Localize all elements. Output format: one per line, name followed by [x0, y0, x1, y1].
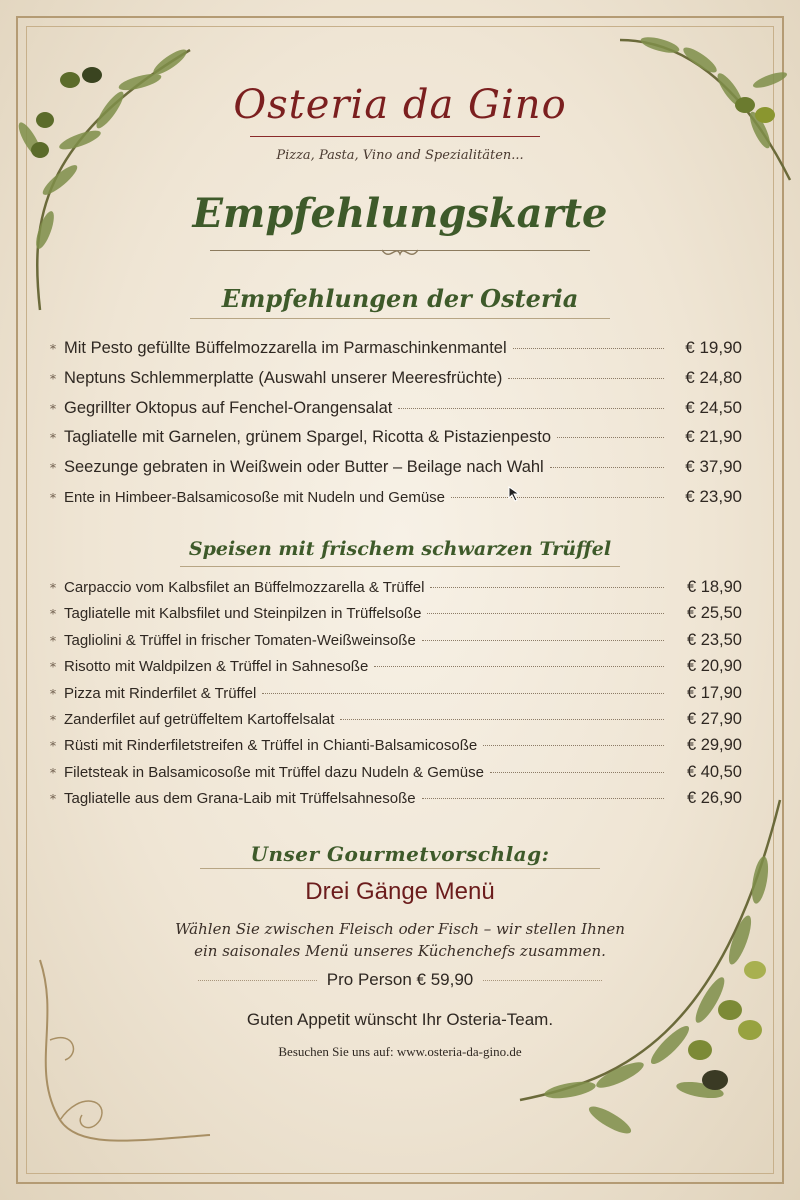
bullet: *	[50, 660, 56, 675]
brand-underline	[250, 136, 540, 137]
dish-name: Rüsti mit Rinderfiletstreifen & Trüffel in Chianti-Balsamicosoße	[64, 737, 478, 755]
dish-name: Gegrillter Oktopus auf Fenchel-Orangensalat	[64, 398, 393, 417]
page-title: Empfehlungskarte	[192, 190, 608, 237]
dish-name: Risotto mit Waldpilzen & Trüffel in Sahnesoße	[64, 658, 369, 676]
section-divider	[180, 566, 620, 567]
leader-dots	[398, 408, 664, 409]
tagline: Pizza, Pasta, Vino and Spezialitäten...	[276, 148, 524, 163]
menu-name: Drei Gänge Menü	[305, 878, 495, 905]
dish-name: Tagliatelle mit Garnelen, grünem Spargel, Ricotta & Pistazienpesto	[64, 428, 551, 447]
dish-name: Tagliatelle mit Kalbsfilet und Steinpilzen in Trüffelsoße	[64, 605, 422, 623]
leader-dots	[262, 693, 664, 694]
list-item	[50, 763, 742, 789]
description-line: ein saisonales Menü unseres Küchenchefs zusammen.	[194, 942, 606, 960]
section-title-truffle: Speisen mit frischem schwarzen Trüffel	[188, 538, 612, 560]
list-item	[50, 604, 742, 630]
dish-name: Ente in Himbeer-Balsamicosoße mit Nudeln und Gemüse	[64, 488, 445, 506]
dish-price: € 37,90	[685, 457, 742, 477]
dish-price: € 24,80	[685, 367, 742, 387]
dish-name: Filetsteak in Balsamicosoße mit Trüffel dazu Nudeln & Gemüse	[64, 763, 484, 781]
gourmet-title: Unser Gourmetvorschlag:	[250, 842, 550, 866]
menu-price-line	[188, 970, 612, 990]
dish-price: € 24,50	[685, 397, 742, 417]
recommendations-list	[50, 338, 742, 517]
leader-dots	[374, 666, 664, 667]
dish-price: € 18,90	[686, 578, 742, 596]
leader-dots	[451, 497, 664, 498]
brand-name: Osteria da Gino	[233, 82, 567, 128]
list-item	[50, 368, 742, 398]
dish-price: € 20,90	[686, 657, 742, 676]
leader-dots	[508, 378, 664, 379]
description-line: Wählen Sie zwischen Fleisch oder Fisch – wir stellen Ihnen	[175, 920, 625, 938]
menu-price: Pro Person € 59,90	[326, 970, 474, 989]
dish-price: € 29,90	[686, 736, 742, 755]
dish-price: € 25,50	[686, 604, 742, 623]
truffle-list	[50, 578, 742, 816]
leader-dots	[427, 613, 664, 614]
bullet: *	[50, 490, 56, 505]
closing-greeting: Guten Appetit wünscht Ihr Osteria-Team.	[246, 1010, 554, 1029]
dish-price: € 23,90	[685, 486, 742, 506]
dish-name: Tagliolini & Trüffel in frischer Tomaten-Weißweinsoße	[64, 631, 416, 649]
list-item	[50, 631, 742, 657]
bullet: *	[50, 461, 56, 476]
leader-dots	[483, 980, 602, 981]
leader-dots	[557, 437, 664, 438]
dish-name: Seezunge gebraten in Weißwein oder Butter – Beilage nach Wahl	[64, 458, 544, 477]
bullet: *	[50, 401, 56, 416]
dish-price: € 21,90	[685, 427, 742, 447]
leader-dots	[422, 798, 664, 799]
dish-name: Carpaccio vom Kalbsfilet an Büffelmozzarella & Trüffel	[64, 579, 425, 596]
dish-name: Pizza mit Rinderfilet & Trüffel	[64, 684, 257, 702]
list-item	[50, 789, 742, 815]
dish-price: € 26,90	[686, 789, 742, 808]
leader-dots	[490, 772, 664, 773]
bullet: *	[50, 686, 56, 701]
website-note: Besuchen Sie uns auf: www.osteria-da-gino.de	[278, 1044, 522, 1059]
bullet: *	[50, 581, 56, 595]
list-item	[50, 657, 742, 683]
list-item	[50, 427, 742, 457]
dish-price: € 27,90	[686, 709, 742, 728]
list-item	[50, 398, 742, 428]
leader-dots	[422, 640, 664, 641]
list-item	[50, 457, 742, 487]
dish-price: € 23,50	[686, 630, 742, 649]
bullet: *	[50, 342, 56, 356]
list-item	[50, 736, 742, 762]
section-divider	[200, 868, 600, 869]
leader-dots	[483, 745, 664, 746]
gourmet-description	[120, 918, 680, 962]
section-title-recommendations: Empfehlungen der Osteria	[221, 284, 579, 313]
list-item	[50, 578, 742, 604]
leader-dots	[340, 719, 664, 720]
list-item	[50, 710, 742, 736]
olive-branch-icon	[0, 20, 200, 320]
leader-dots	[430, 587, 664, 588]
leader-dots	[513, 348, 664, 349]
flourish-icon	[380, 244, 420, 264]
list-item	[50, 338, 742, 368]
bullet: *	[50, 607, 56, 622]
bullet: *	[50, 792, 56, 807]
leader-dots	[550, 467, 664, 468]
bullet: *	[50, 712, 56, 727]
dish-price: € 17,90	[686, 683, 742, 702]
list-item	[50, 684, 742, 710]
dish-price: € 40,50	[686, 762, 742, 781]
bullet: *	[50, 739, 56, 754]
section-divider	[190, 318, 610, 319]
bullet: *	[50, 371, 56, 386]
mouse-cursor-icon	[508, 486, 522, 502]
dish-price: € 19,90	[685, 338, 742, 357]
list-item	[50, 487, 742, 517]
dish-name: Zanderfilet auf getrüffeltem Kartoffelsalat	[64, 710, 335, 728]
bullet: *	[50, 765, 56, 780]
dish-name: Tagliatelle aus dem Grana-Laib mit Trüffelsahnesoße	[64, 790, 416, 808]
dish-name: Neptuns Schlemmerplatte (Auswahl unserer Meeresfrüchte)	[64, 368, 503, 387]
bullet: *	[50, 431, 56, 446]
dish-name: Mit Pesto gefüllte Büffelmozzarella im Parmaschinkenmantel	[64, 339, 507, 357]
leader-dots	[198, 980, 317, 981]
bullet: *	[50, 633, 56, 648]
